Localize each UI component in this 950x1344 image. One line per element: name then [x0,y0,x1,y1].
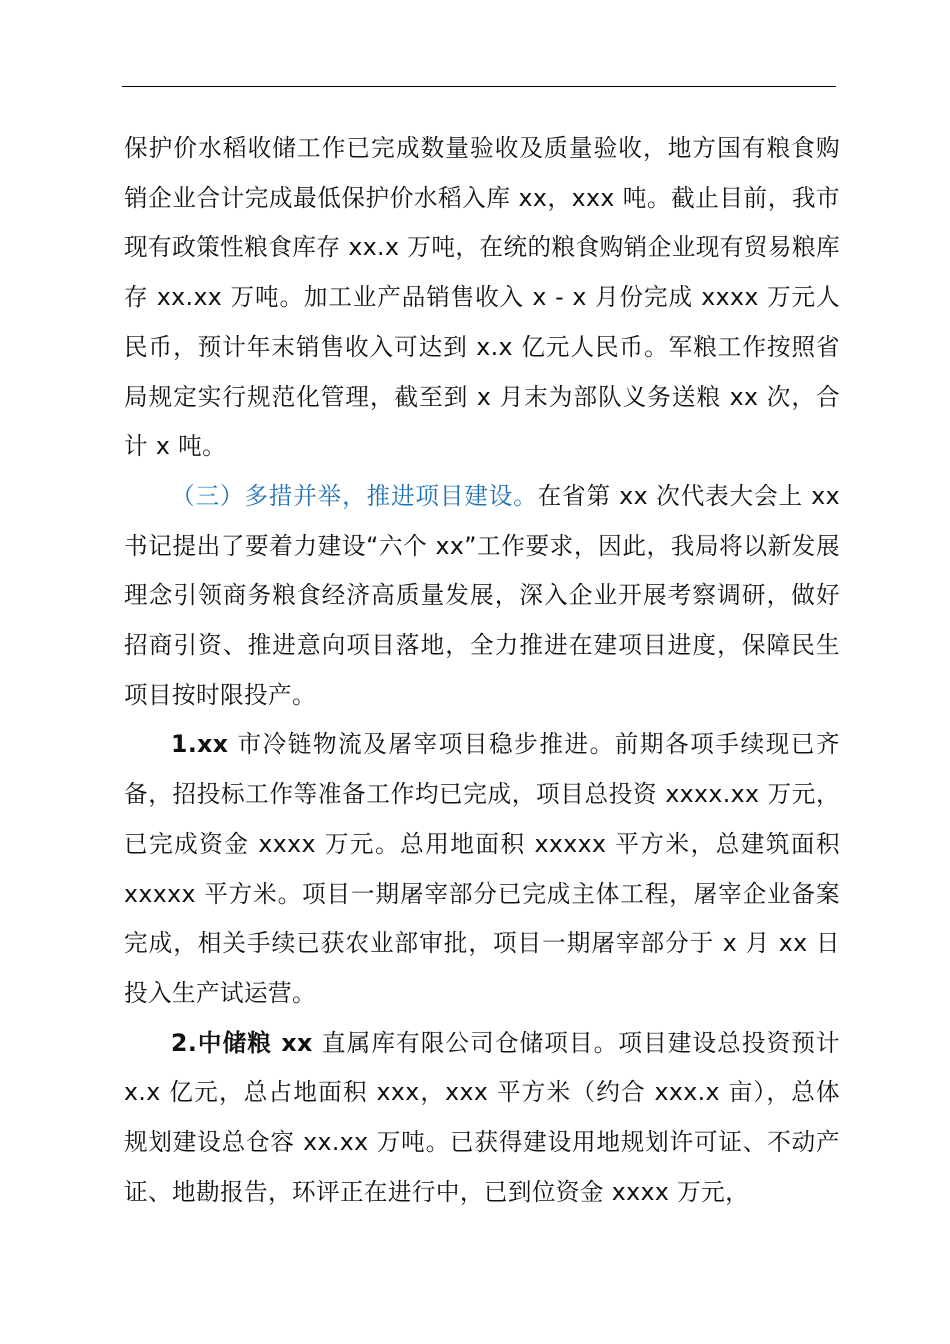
paragraph-storage-project [124,1019,840,1218]
section-three-body: 在省第 xx 次代表大会上 xx 书记提出了要着力建设“六个 xx”工作要求，因此，我局将以新发展理念引领商务粮食经济高质量发展，深入企业开展考察调研，做好招商引资、推进意向项目落地，全力推进在建项目进度，保障民生项目按时限投产。 [124,481,841,709]
item-2-placeholder: xx [272,1028,322,1057]
paragraph-cold-chain-project [124,720,840,1018]
item-1-body: 市冷链物流及屠宰项目稳步推进。前期各项手续现已齐备，招投标工作等准备工作均已完成，项目总投资 xxxx.xx 万元，已完成资金 xxxx 万元。总用地面积 xxxxx 平方米，总建筑面积 xxxxx 平方米。项目一期屠宰部分已完成主体工程，屠宰企业备案完成，相关手续已获农业部审批，项目一期屠宰部分于 x 月 xx 日投入生产试运营。 [124,730,840,1007]
item-number-1: 1.xx [171,730,229,759]
item-2-body: 直属库有限公司仓储项目。项目建设总投资预计 x.x 亿元，总占地面积 xxx，xxx 平方米（约合 xxx.x 亩），总体规划建设总仓容 xx.xx 万吨。已获得建设用地规划许可证、不动产证、地勘报告，环评正在进行中，已到位资金 xxxx 万元， [124,1028,840,1206]
section-heading-three: （三）多措并举，推进项目建设。 [171,481,538,510]
item-2-company: 中储粮 [197,1028,273,1057]
item-number-2: 2. [171,1028,198,1057]
document-body [124,124,840,1217]
paragraph-grain-storage: 保护价水稻收储工作已完成数量验收及质量验收，地方国有粮食购销企业合计完成最低保护价水稻入库 xx，xxx 吨。截止目前，我市现有政策性粮食库存 xx.x 万吨，在统的粮食购销企业现有贸易粮库存 xx.xx 万吨。加工业产品销售收入 x - x 月份完成 xxxx 万元人民币，预计年末销售收入可达到 x.x 亿元人民币。军粮工作按照省局规定实行规范化管理，截至到 x 月末为部队义务送粮 xx 次，合计 x 吨。 [124,134,840,461]
header-rule [122,86,836,87]
paragraph-project-construction [124,472,840,721]
